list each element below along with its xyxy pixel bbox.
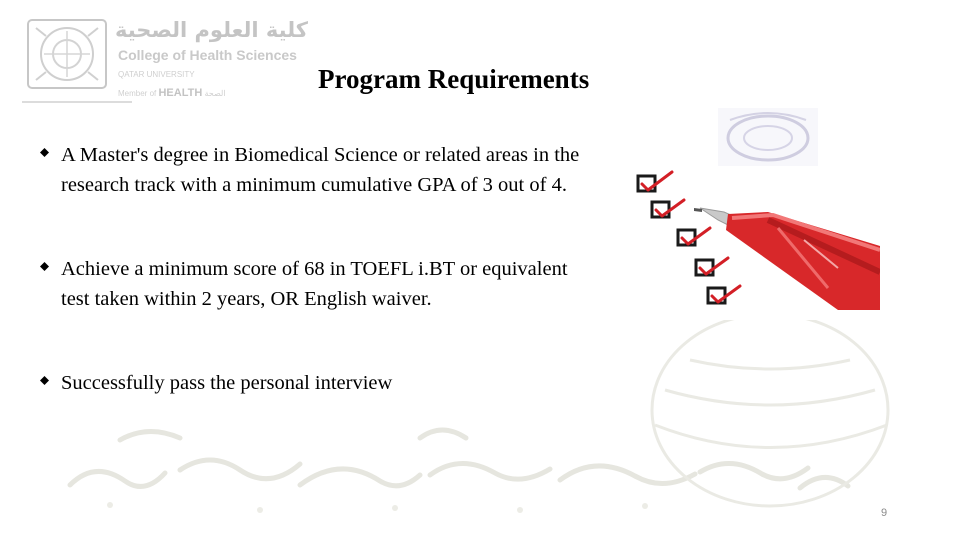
requirement-text: A Master's degree in Biomedical Science or related areas in the research track with a minimum cumulative GPA of 3 out of 4.	[61, 144, 580, 196]
square-bullet-icon	[40, 148, 49, 157]
checklist-pen-image	[628, 168, 880, 310]
logo-subtitle: QATAR UNIVERSITY	[118, 70, 195, 79]
logo-english-title: College of Health Sciences	[118, 47, 297, 63]
college-logo	[22, 14, 308, 99]
university-emblem-icon	[22, 14, 112, 94]
faded-emblem-image	[718, 108, 818, 166]
logo-divider	[22, 101, 132, 103]
square-bullet-icon	[40, 262, 49, 271]
square-bullet-icon	[40, 376, 49, 385]
logo-arabic-title: كلية العلوم الصحية	[115, 18, 308, 42]
logo-member-health: HEALTH	[158, 87, 203, 99]
logo-member-prefix: Member of	[118, 89, 157, 98]
page-number: 9	[880, 507, 888, 519]
requirement-text: Achieve a minimum score of 68 in TOEFL i.BT or equivalent test taken within 2 years, OR English waiver.	[61, 258, 568, 310]
requirement-text: Successfully pass the personal interview	[61, 372, 393, 394]
logo-member-line	[118, 88, 308, 99]
logo-member-arabic: الصحة	[204, 89, 226, 98]
slide-title: Program Requirements	[318, 64, 590, 94]
background-watermark-art	[0, 320, 960, 540]
